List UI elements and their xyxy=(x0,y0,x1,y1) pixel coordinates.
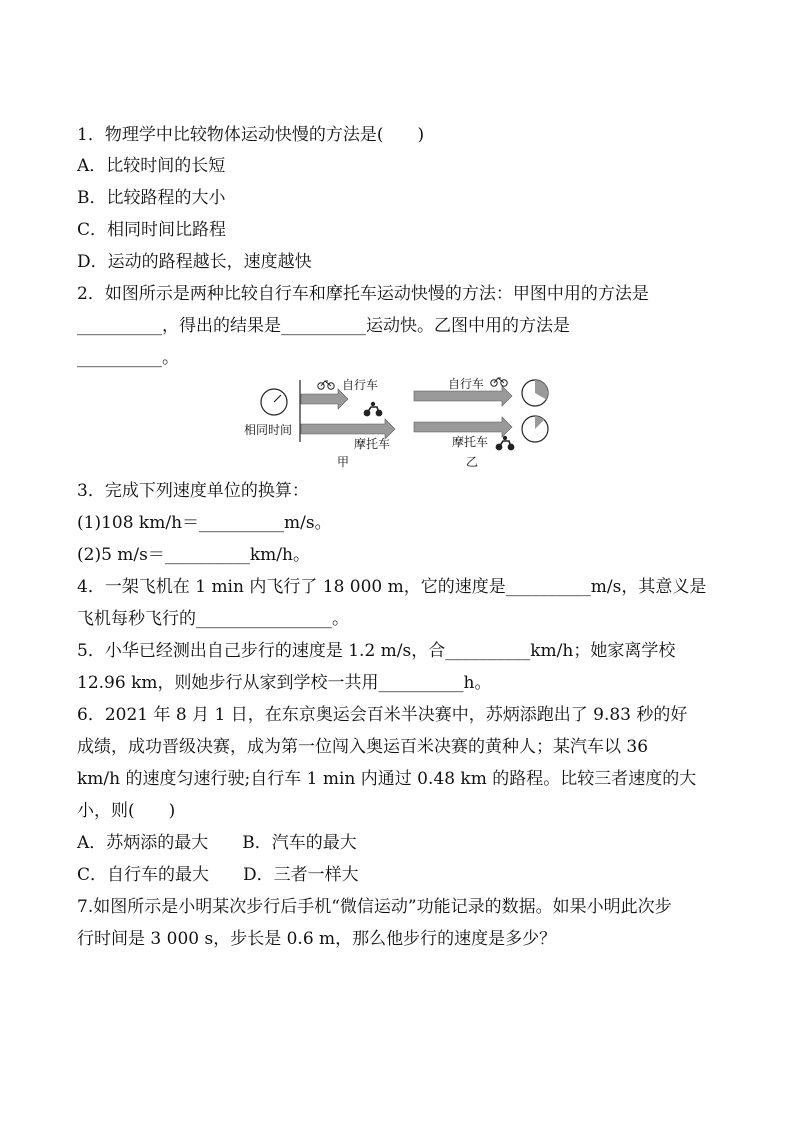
q3-part-2: (2)5 m/s＝__________km/h。 xyxy=(77,545,310,565)
q6-options-ab: A．苏炳添的最大 B．汽车的最大 xyxy=(77,833,357,853)
q1-stem: 1．物理学中比较物体运动快慢的方法是( ) xyxy=(77,125,425,145)
q1-option-c: C．相同时间比路程 xyxy=(77,220,227,240)
q7-line-2: 行时间是 3 000 s，步长是 0.6 m，那么他步行的速度是多少？ xyxy=(77,929,557,949)
speed-comparison-figure xyxy=(238,374,550,469)
q2-line-3: __________。 xyxy=(77,348,179,368)
q1-option-a: A．比较时间的长短 xyxy=(77,156,226,176)
q4-line-2: 飞机每秒飞行的________________。 xyxy=(77,609,349,629)
q6-line-3: km/h 的速度匀速行驶;自行车 1 min 内通过 0.48 km 的路程。比较三者速度的大 xyxy=(77,769,697,789)
q4-line-1: 4．一架飞机在 1 min 内飞行了 18 000 m，它的速度是__________m/s，其意义是 xyxy=(77,577,707,597)
q6-options-cd: C．自行车的最大 D．三者一样大 xyxy=(77,865,359,885)
moto-label-jia: 摩托车 xyxy=(354,437,391,451)
bicycle-icon xyxy=(491,378,507,386)
moto-label-yi: 摩托车 xyxy=(452,435,489,449)
q7-line-1: 7.如图所示是小明某次步行后手机“微信运动”功能记录的数据。如果小明此次步 xyxy=(77,897,672,917)
q1-option-d: D．运动的路程越长，速度越快 xyxy=(77,252,312,272)
moto-arrow-jia xyxy=(301,419,395,439)
bicycle-icon xyxy=(318,381,334,389)
bike-label-jia: 自行车 xyxy=(342,378,379,392)
q1-option-b: B．比较路程的大小 xyxy=(77,188,226,208)
q6-line-1: 6．2021 年 8 月 1 日，在东京奥运会百米半决赛中，苏炳添跑出了 9.83 秒的好 xyxy=(77,705,688,725)
bike-label-yi: 自行车 xyxy=(448,377,485,391)
q5-line-2: 12.96 km，则她步行从家到学校一共用__________h。 xyxy=(77,673,492,693)
caption-jia: 甲 xyxy=(337,455,350,469)
q3-part-1: (1)108 km/h＝__________m/s。 xyxy=(77,513,332,533)
clock-icon xyxy=(261,389,287,415)
same-time-label: 相同时间 xyxy=(244,423,293,437)
clock-icon xyxy=(522,380,548,406)
q2-line-1: 2．如图所示是两种比较自行车和摩托车运动快慢的方法：甲图中用的方法是 xyxy=(77,284,649,304)
q6-line-4: 小，则( ) xyxy=(77,801,176,821)
caption-yi: 乙 xyxy=(466,455,479,469)
q3-stem: 3．完成下列速度单位的换算： xyxy=(77,481,309,501)
moto-arrow-yi xyxy=(414,417,512,437)
q5-line-1: 5．小华已经测出自己步行的速度是 1.2 m/s，合__________km/h；她家离学校 xyxy=(77,641,676,661)
motorcycle-icon xyxy=(496,436,515,451)
bike-arrow-jia xyxy=(301,389,348,409)
q6-line-2: 成绩，成功晋级决赛，成为第一位闯入奥运百米决赛的黄种人；某汽车以 36 xyxy=(77,737,649,757)
q2-line-2: __________，得出的结果是__________运动快。乙图中用的方法是 xyxy=(77,316,570,336)
clock-icon xyxy=(522,416,548,442)
motorcycle-icon xyxy=(364,402,383,417)
